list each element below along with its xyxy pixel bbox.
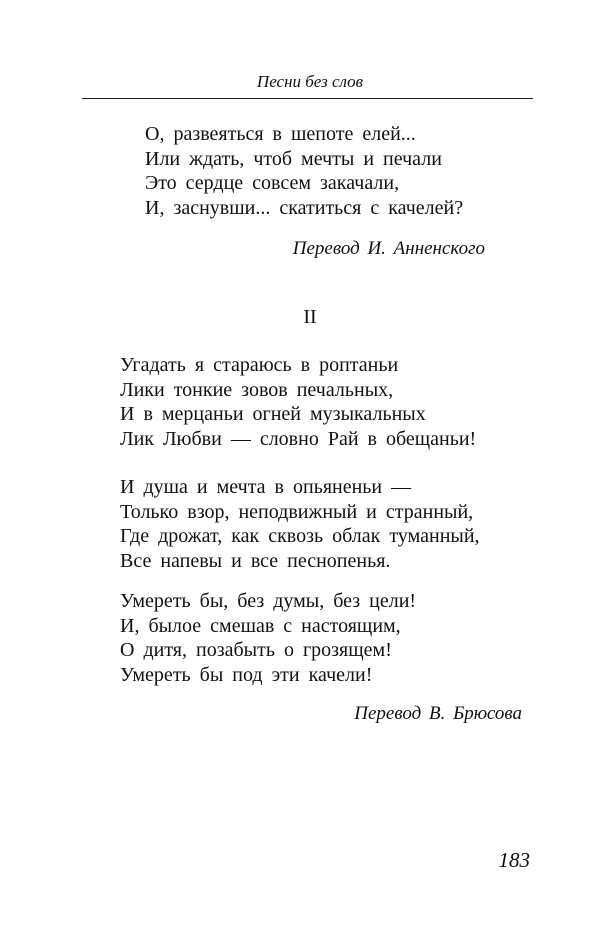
verse-line: И душа и мечта в опьяненьи — [120, 476, 412, 498]
verse-line: О дитя, позабыть о грозящем! [120, 639, 392, 661]
verse-line: Угадать я стараюсь в роптаньи [120, 354, 399, 376]
verse-line: Все напевы и все песнопенья. [120, 549, 391, 572]
verse-line: Лики тонкие зовов печальных, [120, 378, 394, 401]
poem1-stanza [145, 122, 463, 220]
verse-line: Лик Любви — словно Рай в обещаньи! [120, 427, 477, 450]
verse-line: О, развеяться в шепоте елей... [145, 123, 416, 145]
section-numeral: II [303, 306, 317, 328]
verse-line: И, былое смешав с настоящим, [120, 614, 401, 637]
running-header: Песни без слов [256, 72, 364, 91]
translator-attribution-1: Перевод И. Анненского [292, 238, 485, 259]
verse-line: Умереть бы, без думы, без цели! [120, 590, 417, 612]
verse-line: Где дрожат, как сквозь облак туманный, [120, 525, 480, 547]
translator-attribution-2: Перевод В. Брюсова [354, 703, 522, 724]
verse-line: И в мерцаньи огней музыкальных [120, 403, 426, 425]
verse-line: Или ждать, чтоб мечты и печали [145, 147, 442, 170]
verse-line: И, заснувши... скатиться с качелей? [145, 196, 464, 219]
poem2-stanza-1 [120, 353, 476, 451]
poem2-stanza-3 [120, 589, 416, 687]
verse-line: Это сердце совсем закачали, [145, 172, 400, 194]
poem2-stanza-2 [120, 475, 480, 573]
verse-line: Только взор, неподвижный и странный, [120, 500, 474, 523]
header-rule [82, 98, 533, 99]
verse-line: Умереть бы под эти качели! [120, 663, 373, 686]
page-number: 183 [498, 848, 530, 872]
